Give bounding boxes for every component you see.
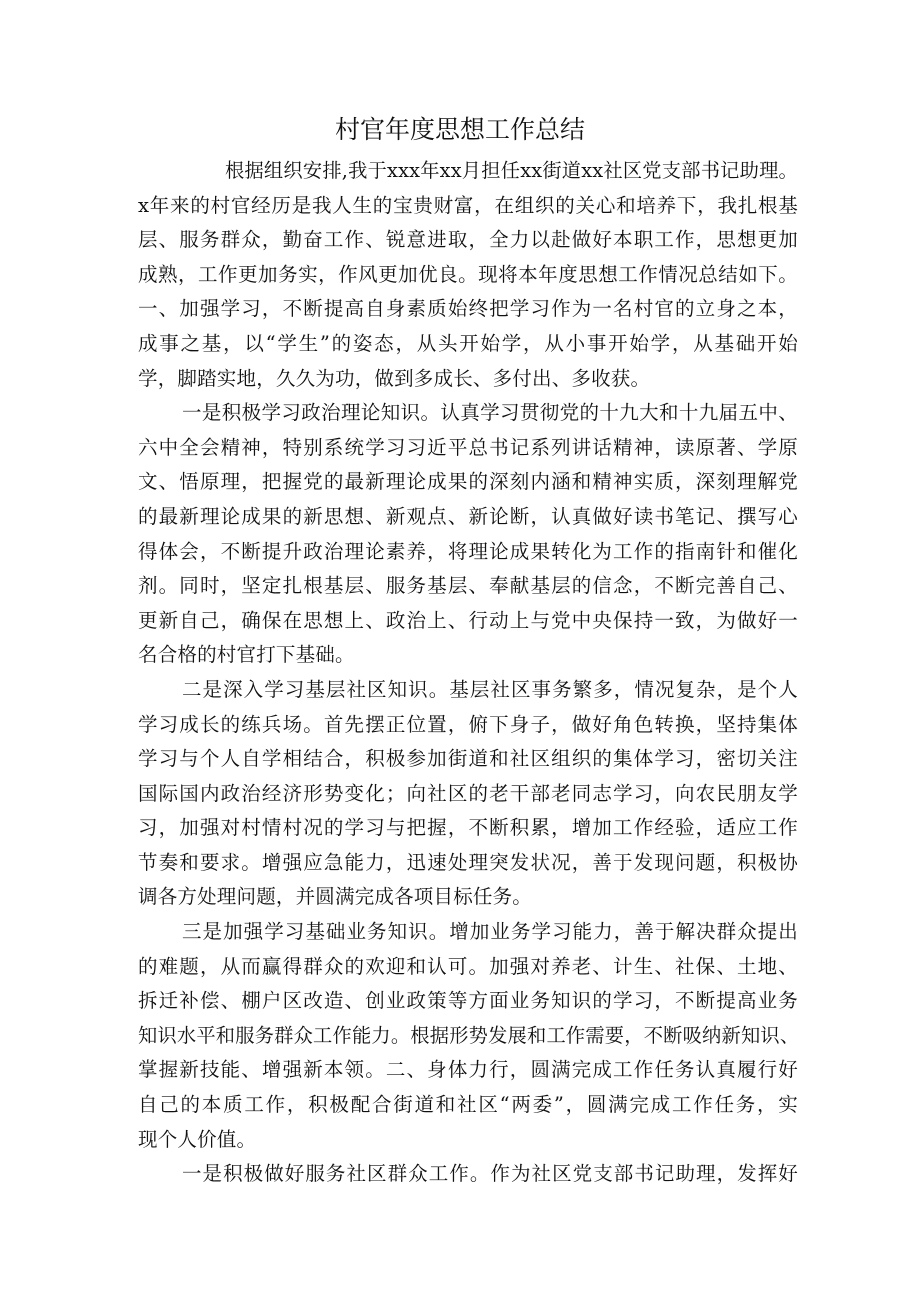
text-line: 成熟，工作更加务实，作风更加优良。现将本年度思想工作情况总结如下。 [138,262,798,286]
text-line: x年来的村官经历是我人生的宝贵财富，在组织的关心和培养下，我扎根基 [138,193,798,217]
text-line: 剂。同时，坚定扎根基层、服务基层、奉献基层的信念，不断完善自己、 [138,574,798,598]
text-line: 的最新理论成果的新思想、新观点、新论断，认真做好读书笔记、撰写心 [138,504,798,528]
text-line: 六中全会精神，特别系统学习习近平总书记系列讲话精神，读原著、学原 [138,435,798,459]
text-line: 名合格的村官打下基础。 [138,643,355,667]
text-line: 根据组织安排,我于xxx年xx月担任xx街道xx社区党支部书记助理。 [225,159,798,182]
document-title: 村官年度思想工作总结 [334,115,585,144]
text-line: 三是加强学习基础业务知识。增加业务学习能力，善于解决群众提出 [182,920,798,944]
text-line: 一是积极做好服务社区群众工作。作为社区党支部书记助理，发挥好 [182,1162,798,1186]
text-line: 的难题，从而赢得群众的欢迎和认可。加强对养老、计生、社保、土地、 [138,954,798,978]
document-body [138,154,798,1192]
text-line: 得体会，不断提升政治理论素养，将理论成果转化为工作的指南针和催化 [138,539,798,563]
text-line: 学，脚踏实地，久久为功，做到多成长、多付出、多收获。 [138,366,651,390]
text-line: 二是深入学习基层社区知识。基层社区事务繁多，情况复杂，是个人 [182,677,798,701]
text-line: 更新自己，确保在思想上、政治上、行动上与党中央保持一致，为做好一 [138,608,798,632]
text-line: 节奏和要求。增强应急能力，迅速处理突发状况，善于发现问题，积极协 [138,850,798,874]
text-line: 习，加强对村情村况的学习与把握，不断积累，增加工作经验，适应工作 [138,816,798,840]
text-line: 拆迁补偿、棚户区改造、创业政策等方面业务知识的学习，不断提高业务 [138,989,798,1013]
text-line: 层、服务群众，勤奋工作、锐意进取，全力以赴做好本职工作，思想更加 [138,228,798,252]
text-line: 一是积极学习政治理论知识。认真学习贯彻党的十九大和十九届五中、 [182,401,798,425]
text-line: 文、悟原理，把握党的最新理论成果的深刻内涵和精神实质，深刻理解党 [138,470,798,494]
text-line: 学习成长的练兵场。首先摆正位置，俯下身子，做好角色转换，坚持集体 [138,712,798,736]
text-line: 知识水平和服务群众工作能力。根据形势发展和工作需要，不断吸纳新知识、 [138,1023,800,1047]
text-line: 一、加强学习，不断提高自身素质始终把学习作为一名村官的立身之本， [138,297,798,321]
text-line: 调各方处理问题，并圆满完成各项目标任务。 [138,885,533,909]
text-line: 自己的本质工作，积极配合街道和社区“两委”，圆满完成工作任务，实 [138,1093,798,1117]
text-line: 国际国内政治经济形势变化；向社区的老干部老同志学习，向农民朋友学 [138,781,798,805]
text-line: 成事之基，以“学生”的姿态，从头开始学，从小事开始学，从基础开始 [138,331,798,355]
text-line: 掌握新技能、增强新本领。二、身体力行，圆满完成工作任务认真履行好 [138,1058,798,1082]
text-line: 现个人价值。 [138,1127,257,1151]
text-line: 学习与个人自学相结合，积极参加街道和社区组织的集体学习，密切关注 [138,747,798,771]
